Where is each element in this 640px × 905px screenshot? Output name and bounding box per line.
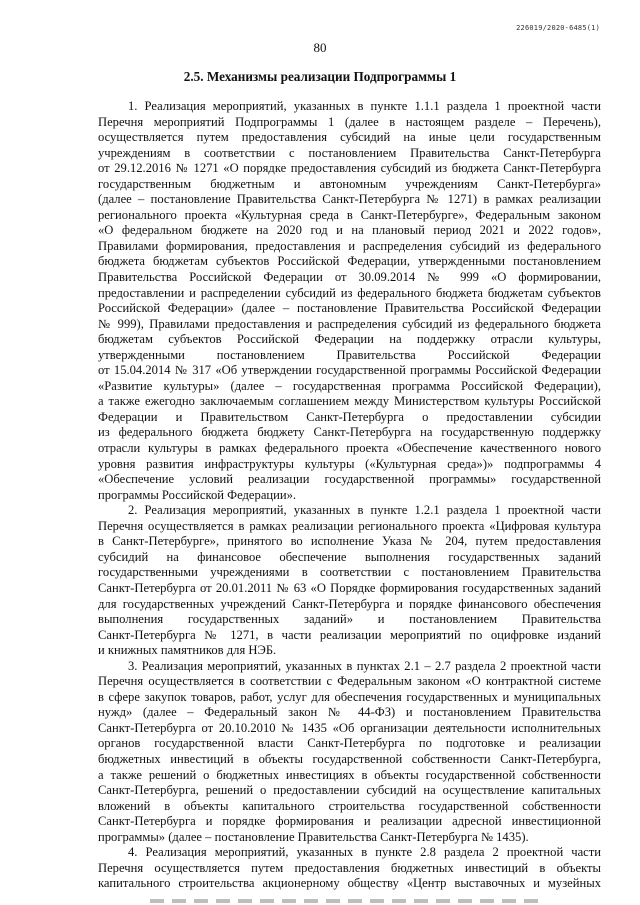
page-number: 80: [313, 40, 327, 55]
text-line: № 999), Правилами предоставления и распределения субсидий из федерального бюджета: [98, 316, 601, 331]
text-line: субсидий на финансовое обеспечение выполнения государственных заданий: [98, 549, 601, 564]
text-line: Перечня осуществляется в соответствии с Федеральным законом «О контрактной системе: [98, 674, 601, 689]
text-line: а также решений о бюджетных инвестициях в объекты государственной собственности: [98, 767, 601, 782]
text-line: бюджетам субъектов Российской Федерации на поддержку отрасли культуры,: [98, 332, 601, 347]
text-line: государственными учреждениями в соответствии с постановлением Правительства: [98, 565, 601, 580]
text-line: программы Российской Федерации».: [98, 487, 297, 502]
text-line: 3. Реализация мероприятий, указанных в пунктах 2.1 – 2.7 раздела 2 проектной части: [128, 658, 601, 673]
text-line: а также ежегодно заключаемым соглашением между Министерством культуры Российской: [98, 394, 601, 409]
text-line: 2. Реализация мероприятий, указанных в пункте 1.2.1 раздела 1 проектной части: [128, 503, 601, 518]
text-line: Санкт-Петербурга, решений о предоставлении субсидий на осуществление капитальных: [98, 783, 601, 798]
text-line: нужд» (далее – Федеральный закон № 44-ФЗ) и постановлением Правительства: [98, 705, 601, 720]
text-line: и книжных памятников для НЭБ.: [98, 643, 277, 658]
text-line: в Санкт-Петербурге», принятого во исполнение Указа № 204, путем предоставления: [98, 534, 601, 549]
text-line: (далее – постановление Правительства Санкт-Петербурга № 1271) в рамках реализации: [98, 192, 601, 207]
text-line: Санкт-Петербурга от 20.10.2010 № 1435 «Об организации деятельности исполнительных: [98, 720, 601, 735]
text-line: регионального проекта «Культурная среда в Санкт-Петербурге», Федеральным законом: [98, 207, 601, 222]
text-line: «Обеспечение условий реализации государственной программы» государственной: [98, 472, 601, 487]
text-line: Российской Федерации» (далее – постановление Правительства Российской Федерации: [98, 301, 601, 316]
scan-artifact: [150, 899, 540, 903]
text-line: Санкт-Петербурга от 20.01.2011 № 63 «О Порядке формирования государственных заданий: [98, 580, 601, 595]
text-line: государственным бюджетным и автономным учреждениям Санкт-Петербурга»: [98, 176, 601, 191]
text-line: утвержденными постановлением Правительства Российской Федерации: [98, 347, 601, 362]
text-line: в сфере закупок товаров, работ, услуг для обеспечения государственных и муниципальных: [98, 689, 601, 704]
text-line: от 15.04.2014 № 317 «Об утверждении государственной программы Российской Федерации: [98, 363, 601, 378]
text-line: программы» (далее – постановление Правительства Санкт-Петербурга № 1435).: [98, 829, 529, 844]
text-line: Санкт-Петербурга и порядке формирования и реализации адресной инвестиционной: [98, 814, 601, 829]
section-title: 2.5. Механизмы реализации Подпрограммы 1: [183, 69, 457, 84]
text-line: бюджета бюджетам субъектов Российской Федерации, утвержденными постановлением: [98, 254, 601, 269]
text-line: вложений в объекты капитального строительства государственной собственности: [98, 798, 601, 813]
text-line: от 29.12.2016 № 1271 «О порядке предоставления субсидий из бюджета Санкт-Петербурга: [98, 161, 601, 176]
text-line: «Развитие культуры» (далее – государственная программа Российской Федерации),: [98, 378, 601, 393]
text-line: из федерального бюджета бюджету Санкт-Петербурга на государственную поддержку: [98, 425, 601, 440]
text-line: Перечня осуществляется в рамках реализации регионального проекта «Цифровая культура: [98, 518, 601, 533]
text-line: выполнения государственных заданий» и постановлением Правительства: [98, 612, 601, 627]
text-line: уровня развития инфраструктуры культуры («Культурная среда»)» подпрограммы 4: [98, 456, 601, 471]
document-id: 226019/2020-6485(1): [516, 24, 600, 32]
text-line: осуществляется путем предоставления субсидий на иные цели государственным: [98, 130, 601, 145]
text-line: Правительства Российской Федерации от 30.09.2014 № 999 «О формировании,: [98, 270, 601, 285]
text-line: Санкт-Петербурга № 1271, в части реализации мероприятий по оцифровке изданий: [98, 627, 601, 642]
text-line: для государственных учреждений Санкт-Петербурга и порядке финансового обеспечения: [98, 596, 601, 611]
text-line: капитального строительства акционерному обществу «Центр выставочных и музейных: [98, 876, 601, 891]
text-line: 4. Реализация мероприятий, указанных в пункте 2.8 раздела 2 проектной части: [128, 845, 601, 860]
text-line: органов государственной власти Санкт-Петербурга по подготовке и реализации: [98, 736, 601, 751]
text-line: Перечня мероприятий Подпрограммы 1 (далее в настоящем разделе – Перечень),: [98, 114, 601, 129]
text-line: Правилами формирования, предоставления и распределения субсидий из федерального: [98, 238, 601, 253]
text-line: Федерации и Правительством Санкт-Петербурга о предоставлении субсидии: [98, 409, 601, 424]
text-line: предоставлении и распределении субсидий из федерального бюджета бюджетам субъектов: [98, 285, 601, 300]
text-line: отрасли культуры в рамках федерального проекта «Обеспечение качественного нового: [98, 441, 601, 456]
text-line: Перечня осуществляется путем предоставления бюджетных инвестиций в объекты: [98, 860, 601, 875]
text-line: «О федеральном бюджете на 2020 год и на плановый период 2021 и 2022 годов»,: [98, 223, 601, 238]
text-line: бюджетных инвестиций в объекты государственной собственности Санкт-Петербурга,: [98, 751, 601, 766]
document-body: [98, 99, 601, 892]
text-line: учреждениям в соответствии с постановлением Правительства Санкт-Петербурга: [98, 145, 601, 160]
text-line: 1. Реализация мероприятий, указанных в пункте 1.1.1 раздела 1 проектной части: [128, 99, 601, 113]
